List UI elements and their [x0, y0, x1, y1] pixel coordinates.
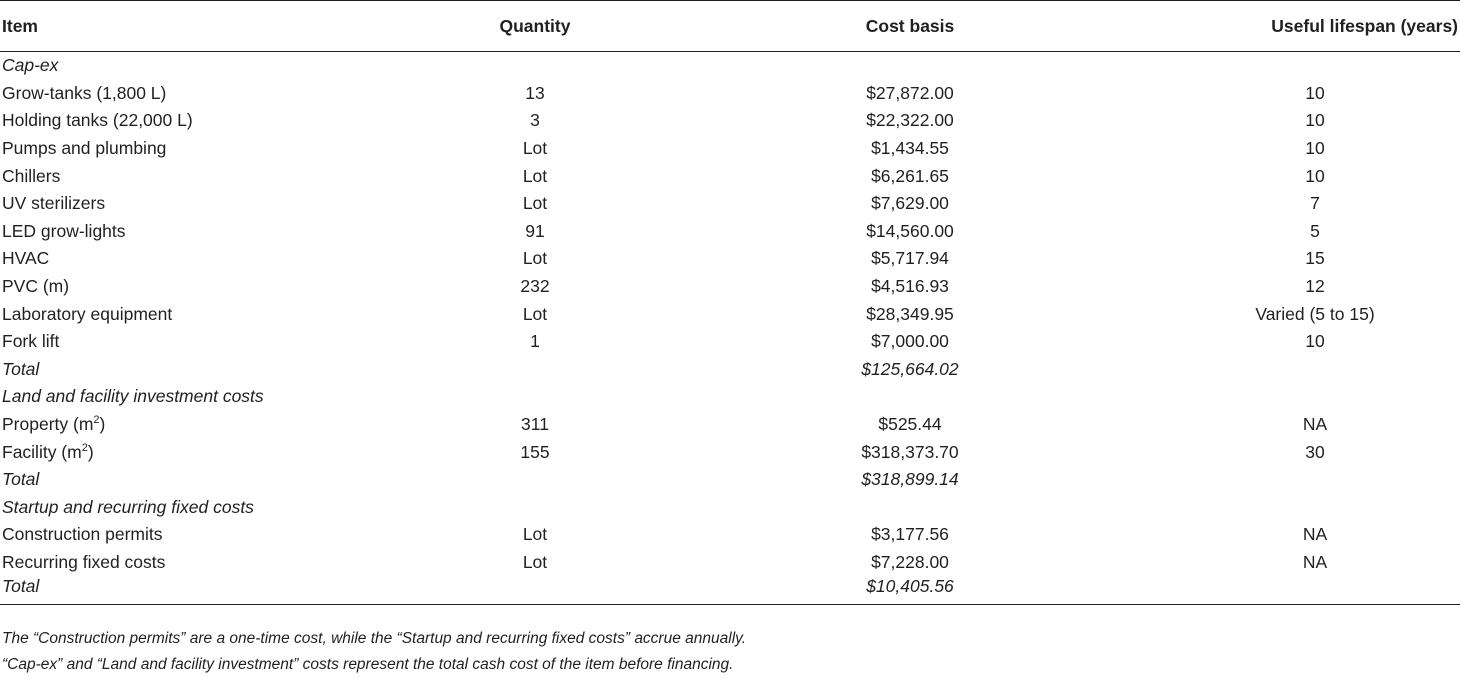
table-row [0, 245, 1460, 273]
table-row [0, 218, 1460, 246]
cell-quantity: Lot [522, 248, 548, 269]
cell-lifespan: 10 [1305, 331, 1325, 352]
cell-item: Fork lift [2, 331, 60, 352]
cell-cost-basis: $1,434.55 [871, 138, 949, 159]
cell-item [0, 411, 420, 439]
cell-cost-basis: $125,664.02 [861, 358, 959, 379]
cell-lifespan [1170, 466, 1460, 494]
cell-quantity: 155 [520, 441, 550, 462]
cell-cost-basis [650, 383, 1170, 411]
table-row [0, 162, 1460, 190]
item-label: Facility (m [2, 441, 82, 462]
cell-item: Land and facility investment costs [2, 386, 264, 407]
table-row [0, 273, 1460, 301]
cell-quantity: 13 [525, 82, 545, 103]
cell-cost-basis: $6,261.65 [871, 165, 949, 186]
cell-cost-basis: $3,177.56 [871, 524, 949, 545]
header-lifespan: Useful lifespan (years) [1170, 1, 1460, 52]
table-row [0, 300, 1460, 328]
cell-quantity [420, 494, 650, 522]
cell-item: Total [2, 469, 40, 490]
cell-cost-basis: $14,560.00 [866, 220, 954, 241]
table-row [0, 549, 1460, 577]
cell-item: PVC (m) [2, 276, 70, 297]
cell-lifespan: 7 [1310, 193, 1320, 214]
table-row [0, 411, 1460, 439]
cell-lifespan: NA [1302, 551, 1328, 572]
cell-quantity: 91 [525, 220, 545, 241]
section-row [0, 383, 1460, 411]
cell-lifespan [1170, 52, 1460, 80]
total-row [0, 356, 1460, 384]
cell-cost-basis: $5,717.94 [871, 248, 949, 269]
footnote: “Cap-ex” and “Land and facility investment” costs represent the total cash cost of the item before financing. [2, 656, 734, 673]
cell-lifespan [1170, 383, 1460, 411]
cell-quantity: Lot [522, 524, 548, 545]
cell-cost-basis [650, 494, 1170, 522]
cell-cost-basis [650, 52, 1170, 80]
cell-item [0, 438, 420, 466]
cell-quantity [420, 383, 650, 411]
cell-lifespan: 30 [1305, 441, 1325, 462]
cell-item: Total [2, 358, 40, 379]
section-row [0, 52, 1460, 80]
header-quantity: Quantity [420, 1, 650, 52]
header-row [0, 1, 1460, 52]
total-row [0, 466, 1460, 494]
cell-item: UV sterilizers [2, 193, 106, 214]
cell-item: Grow-tanks (1,800 L) [2, 82, 167, 103]
cell-quantity: 1 [530, 331, 540, 352]
cell-item: Pumps and plumbing [2, 138, 167, 159]
table-row [0, 107, 1460, 135]
cell-cost-basis: $7,000.00 [871, 331, 949, 352]
cell-lifespan: 5 [1310, 220, 1320, 241]
table-row [0, 521, 1460, 549]
cell-item: Total [0, 576, 420, 605]
cell-quantity [420, 356, 650, 384]
cell-item: Startup and recurring fixed costs [2, 496, 254, 517]
cell-quantity: 3 [530, 110, 540, 131]
cell-quantity: 311 [521, 414, 549, 435]
cell-item: Holding tanks (22,000 L) [2, 110, 193, 131]
cell-lifespan [1170, 576, 1460, 605]
item-label: Property (m [2, 414, 94, 435]
cell-quantity: Lot [522, 193, 548, 214]
cell-lifespan: NA [1302, 524, 1328, 545]
cell-lifespan: 10 [1305, 165, 1325, 186]
cell-quantity: Lot [522, 303, 548, 324]
cell-quantity [420, 466, 650, 494]
cell-item: Chillers [2, 165, 61, 186]
cell-item: Laboratory equipment [2, 303, 173, 324]
cell-cost-basis: $4,516.93 [871, 276, 949, 297]
cell-item: Construction permits [2, 524, 163, 545]
table-row [0, 135, 1460, 163]
table-footnotes [2, 626, 746, 678]
section-row [0, 494, 1460, 522]
header-item: Item [0, 1, 420, 52]
cell-cost-basis: $7,629.00 [871, 193, 949, 214]
cell-quantity: Lot [522, 551, 548, 572]
table-header [0, 1, 1460, 52]
cell-item: Recurring fixed costs [2, 551, 166, 572]
header-cost-basis: Cost basis [650, 1, 1170, 52]
cell-cost-basis: $28,349.95 [866, 303, 954, 324]
table-body [0, 52, 1460, 605]
cell-quantity: Lot [522, 165, 548, 186]
cell-item: Cap-ex [2, 55, 59, 76]
cell-cost-basis: $318,373.70 [861, 441, 959, 462]
cell-cost-basis: $27,872.00 [866, 82, 954, 103]
cell-lifespan [1170, 356, 1460, 384]
cell-item: HVAC [2, 248, 50, 269]
cell-cost-basis: $318,899.14 [861, 469, 959, 490]
cell-lifespan: Varied (5 to 15) [1255, 303, 1375, 324]
cell-cost-basis: $22,322.00 [866, 110, 954, 131]
cell-quantity [420, 52, 650, 80]
cell-lifespan: 12 [1305, 276, 1325, 297]
table-row [0, 438, 1460, 466]
cell-cost-basis: $10,405.56 [650, 576, 1170, 605]
footnote: The “Construction permits” are a one-time cost, while the “Startup and recurring fixed costs” accrue annually. [2, 630, 747, 647]
cell-quantity: 232 [520, 276, 550, 297]
cell-lifespan: NA [1302, 414, 1328, 435]
table-row [0, 190, 1460, 218]
item-suffix: ) [87, 441, 94, 462]
cell-lifespan: 15 [1305, 248, 1325, 269]
cell-quantity [420, 576, 650, 605]
table-row [0, 328, 1460, 356]
item-superscript: 2 [81, 441, 88, 454]
cell-quantity: Lot [522, 138, 548, 159]
item-suffix: ) [99, 414, 106, 435]
cell-item: LED grow-lights [2, 220, 126, 241]
total-row [0, 576, 1460, 605]
cell-cost-basis: $7,228.00 [871, 551, 949, 572]
item-superscript: 2 [93, 414, 100, 427]
table-row [0, 80, 1460, 108]
cell-lifespan: 10 [1305, 110, 1325, 131]
cell-lifespan [1170, 494, 1460, 522]
cell-lifespan: 10 [1305, 138, 1325, 159]
cell-lifespan: 10 [1305, 82, 1325, 103]
cell-cost-basis: $525.44 [878, 414, 942, 435]
